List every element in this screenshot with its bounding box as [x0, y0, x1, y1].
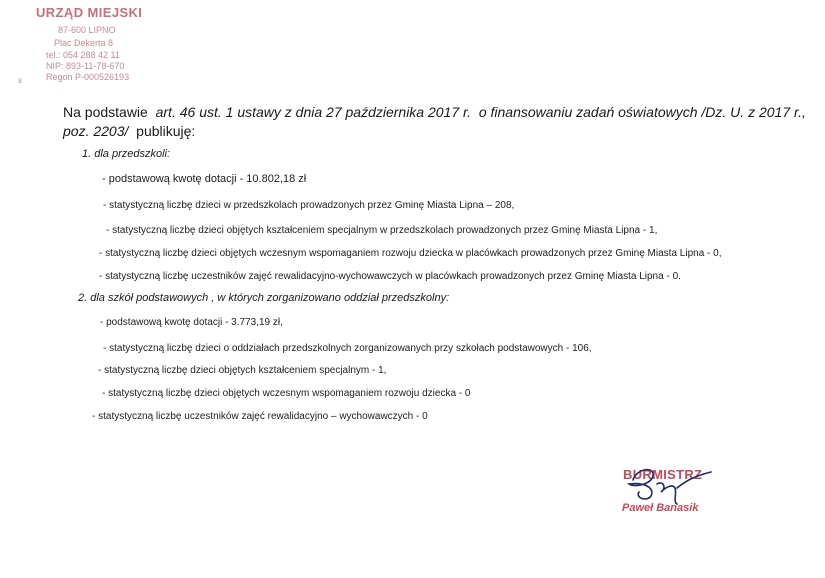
- handwritten-signature: [615, 458, 720, 508]
- section-schools-title: 2. dla szkół podstawowych , w których zorganizowano oddział przedszkolny:: [78, 292, 450, 304]
- intro-legal-basis: art. 46 ust. 1 ustawy z dnia 27 października 2017 r. o finansowaniu zadań oświatowych /Dz. U. z 2017 r.,: [155, 104, 806, 120]
- stamp-postal: 87-600 LIPNO: [58, 25, 116, 35]
- stamp-title: URZĄD MIEJSKI: [36, 5, 143, 20]
- list-item: - statystyczną liczbę dzieci w przedszkolach prowadzonych przez Gminę Miasta Lipna – 208,: [103, 200, 515, 211]
- office-stamp: [30, 5, 160, 82]
- intro-paragraph: [63, 103, 806, 141]
- mayor-name: Paweł Banasik: [622, 502, 699, 514]
- stamp-nip: NIP: 893-11-78-670: [46, 61, 125, 71]
- list-item: - statystyczną liczbę dzieci objętych wczesnym wspomaganiem rozwoju dziecka w placówkach prowadzonych przez Gminę Miasta Lipna - 0,: [99, 248, 722, 259]
- stamp-phone: tel.: 054 288 42 11: [46, 50, 120, 60]
- stamp-regon: Regon P-000526193: [46, 72, 130, 82]
- intro-publish: publikuję:: [128, 123, 196, 139]
- list-item: - statystyczną liczbę uczestników zajęć rewalidacyjno – wychowawczych - 0: [92, 411, 428, 422]
- list-item: - statystyczną liczbę dzieci objętych wczesnym wspomaganiem rozwoju dziecka - 0: [102, 388, 471, 399]
- intro-prefix: Na podstawie: [63, 104, 156, 120]
- mayor-title: BURMISTRZ: [623, 467, 703, 482]
- margin-mark: s: [18, 76, 22, 85]
- intro-position: poz. 2203/: [63, 123, 129, 139]
- list-item: - podstawową kwotę dotacji - 3.773,19 zł,: [100, 317, 283, 328]
- list-item: - statystyczną liczbę dzieci objętych kształceniem specjalnym w przedszkolach prowadzonych przez Gminę Miasta Lipna - 1,: [106, 225, 658, 236]
- stamp-street: Plac Dekerta 8: [54, 38, 114, 48]
- list-item: - statystyczną liczbę uczestników zajęć rewalidacyjno-wychowawczych w placówkach prowadzonych przez Gminę Miasta Lipna - 0.: [99, 271, 681, 282]
- section-preschools-title: 1. dla przedszkoli:: [82, 148, 171, 160]
- list-item: - podstawową kwotę dotacji - 10.802,18 zł: [102, 173, 307, 185]
- list-item: - statystyczną liczbę dzieci objętych kształceniem specjalnym - 1,: [98, 365, 387, 376]
- list-item: - statystyczną liczbę dzieci o oddziałach przedszkolnych zorganizowanych przy szkołach podstawowych - 106,: [103, 343, 592, 354]
